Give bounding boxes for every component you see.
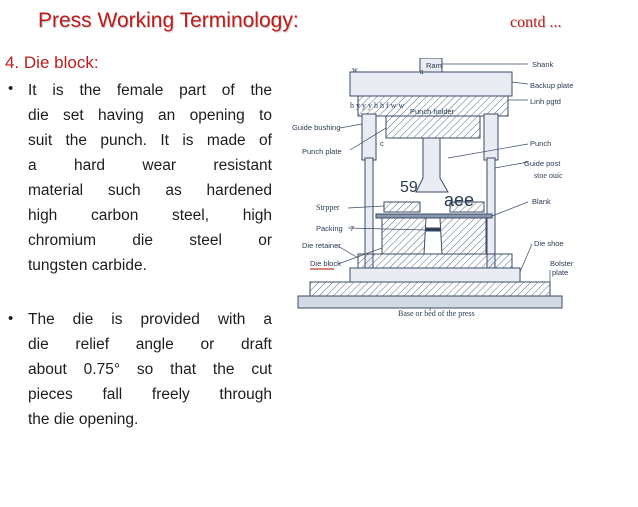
text-line: material such as hardened bbox=[28, 182, 272, 199]
guide-bushing-left bbox=[362, 114, 376, 160]
bullet-paragraph-2 bbox=[28, 307, 272, 432]
continued-label: contd ... bbox=[510, 14, 562, 31]
label-punch-plate: Punch plate bbox=[302, 147, 342, 156]
label-base: Base or bed of the press bbox=[398, 309, 475, 318]
small-letter-c: c bbox=[380, 139, 384, 148]
text-line: The die is provided with a bbox=[28, 311, 272, 328]
top-letter-w: w bbox=[352, 65, 358, 74]
label-guide-post: Guide post bbox=[524, 159, 561, 168]
packing-mark: 7 bbox=[350, 224, 355, 233]
top-letters-row: h y y y h h f w w bbox=[350, 101, 405, 110]
punch bbox=[416, 138, 448, 192]
blank bbox=[376, 214, 492, 218]
label-punch: Punch bbox=[530, 139, 552, 148]
top-letter-a: a bbox=[420, 67, 424, 76]
text-line: die relief angle or draft bbox=[28, 336, 272, 353]
label-punch-holder: Punch holder bbox=[410, 107, 455, 116]
text-line: a hard wear resistant bbox=[28, 157, 272, 174]
punch-plate bbox=[386, 116, 480, 138]
bullet-marker: • bbox=[8, 310, 14, 327]
label-packing: Packing bbox=[316, 224, 343, 233]
text-line: the die opening. bbox=[28, 411, 139, 428]
text-line: pieces fall freely through bbox=[28, 386, 272, 403]
text-line: about 0.75° so that the cut bbox=[28, 361, 272, 378]
ram bbox=[350, 72, 512, 96]
text-line: It is the female part of the bbox=[28, 82, 272, 99]
label-shank: Shank bbox=[532, 60, 554, 69]
slide-title: Press Working Terminology: bbox=[38, 9, 299, 32]
overlay-number: 59 bbox=[400, 179, 418, 196]
label-die-retainer: Die retainer bbox=[302, 241, 341, 250]
label-plate: plate bbox=[552, 268, 569, 277]
die-shoe bbox=[350, 268, 520, 282]
press-base bbox=[298, 296, 562, 308]
label-backup-plate: Backup plate bbox=[530, 81, 574, 90]
text-line: chromium die steel or bbox=[28, 232, 272, 249]
text-line: die set having an opening to bbox=[28, 107, 272, 124]
label-blank: Blank bbox=[532, 197, 551, 206]
label-bolster: Bolster bbox=[550, 259, 574, 268]
label-die-block: Die block bbox=[310, 259, 341, 268]
die-block bbox=[440, 218, 486, 254]
text-line: high carbon steel, high bbox=[28, 207, 272, 224]
label-linh-pgtd: Linh pgtd bbox=[530, 97, 561, 106]
overlay-text: aee bbox=[444, 190, 475, 210]
label-guide-bushing: Guide bushing bbox=[292, 123, 341, 132]
text-line: tungsten carbide. bbox=[28, 257, 147, 274]
bolster-plate bbox=[310, 282, 550, 296]
guide-bushing-right bbox=[484, 114, 498, 160]
die-block bbox=[382, 218, 426, 254]
packing bbox=[426, 228, 440, 231]
label-stripper: Strpper bbox=[316, 203, 340, 212]
text-line: suit the punch. It is made of bbox=[28, 132, 272, 149]
section-heading: 4. Die block: bbox=[5, 53, 99, 72]
label-die-shoe: Die shoe bbox=[534, 239, 564, 248]
label-stoe-ouic: stoe ouic bbox=[534, 171, 563, 180]
die-set-diagram bbox=[288, 58, 584, 320]
label-ram: Ram bbox=[426, 61, 442, 70]
bullet-marker: • bbox=[8, 80, 14, 97]
stripper-plate bbox=[384, 202, 420, 212]
die-retainer bbox=[358, 254, 512, 268]
guide-post-right bbox=[487, 158, 495, 268]
bullet-paragraph-1 bbox=[28, 78, 272, 278]
